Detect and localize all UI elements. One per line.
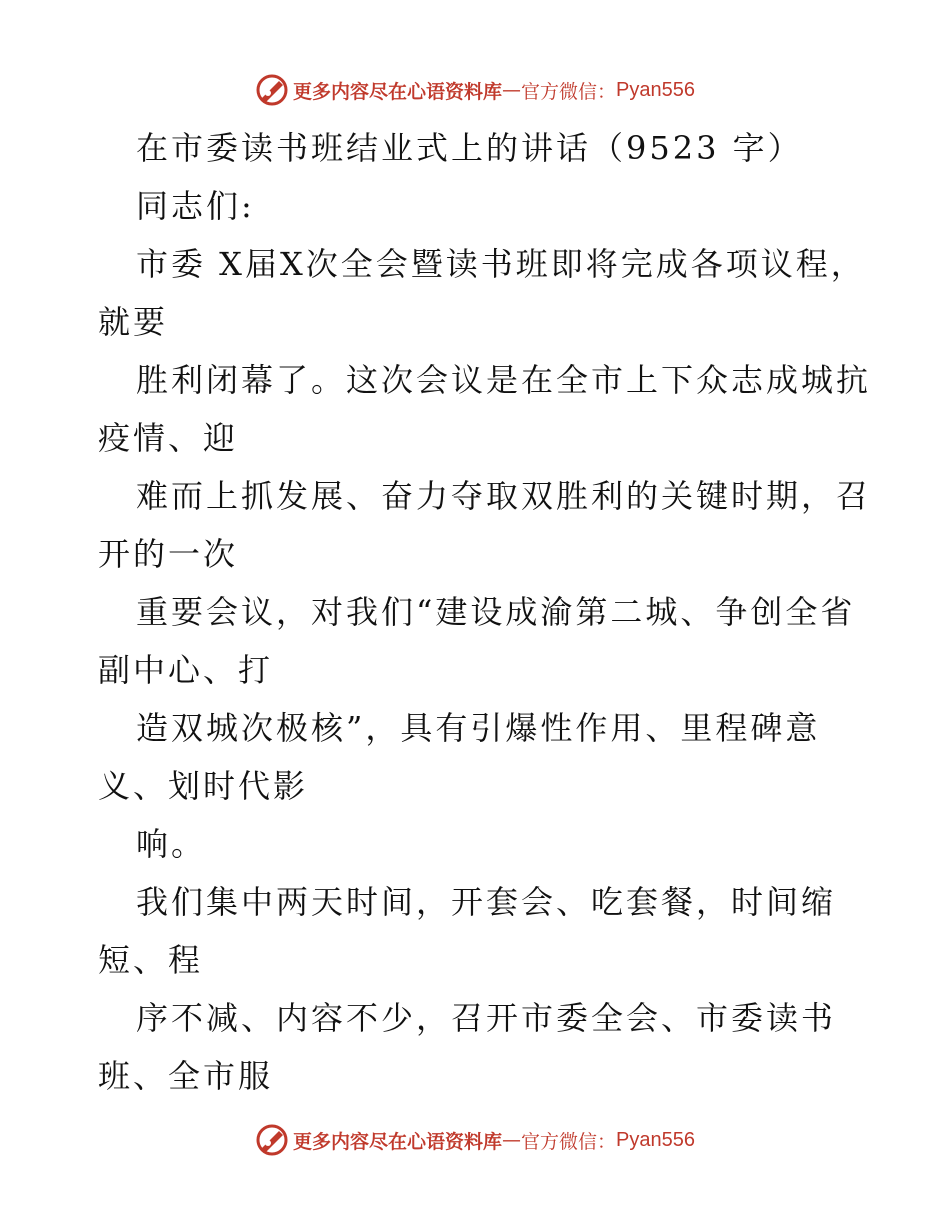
paragraph-line: 开的一次	[98, 535, 239, 573]
paragraph-line: 副中心、打	[98, 651, 274, 689]
logo-icon	[255, 73, 289, 107]
paragraph-line: 胜利闭幕了。这次会议是在全市上下众志成城抗	[136, 361, 872, 399]
paragraph-line: 市委 X届X次全会暨读书班即将完成各项议程，	[136, 245, 866, 283]
paragraph-line: 就要	[98, 303, 169, 341]
banner-wechat-id: Pyan556	[616, 78, 695, 101]
banner-dash: —	[502, 79, 522, 101]
salutation: 同志们:	[136, 187, 255, 225]
paragraph-line: 我们集中两天时间，开套会、吃套餐，时间缩	[136, 883, 837, 921]
paragraph-line: 响。	[136, 825, 207, 863]
banner-wechat-label: 官方微信：	[521, 1130, 617, 1153]
paragraph-line: 班、全市服	[98, 1057, 274, 1095]
paragraph-line: 疫情、迎	[98, 419, 239, 457]
banner-site-text: 更多内容尽在心语资料库	[293, 1130, 503, 1153]
paragraph-line: 义、划时代影	[98, 767, 309, 805]
paragraph-line: 造双城次极核”，具有引爆性作用、里程碑意	[136, 709, 821, 747]
banner-site-text: 更多内容尽在心语资料库	[293, 80, 503, 103]
doc-title: 在市委读书班结业式上的讲话（9523 字）	[136, 129, 803, 167]
banner-dash: —	[502, 1129, 522, 1151]
banner-wechat-label: 官方微信：	[521, 80, 617, 103]
paragraph-line: 重要会议，对我们“建设成渝第二城、争创全省	[136, 593, 856, 631]
footer-banner	[0, 1120, 950, 1160]
paragraph-line: 序不减、内容不少，召开市委全会、市委读书	[136, 999, 837, 1037]
logo-icon	[255, 1123, 289, 1157]
paragraph-line: 短、程	[98, 941, 204, 979]
header-banner	[0, 70, 950, 110]
banner-wechat-id: Pyan556	[616, 1128, 695, 1151]
paragraph-line: 难而上抓发展、奋力夺取双胜利的关键时期，召	[136, 477, 872, 515]
